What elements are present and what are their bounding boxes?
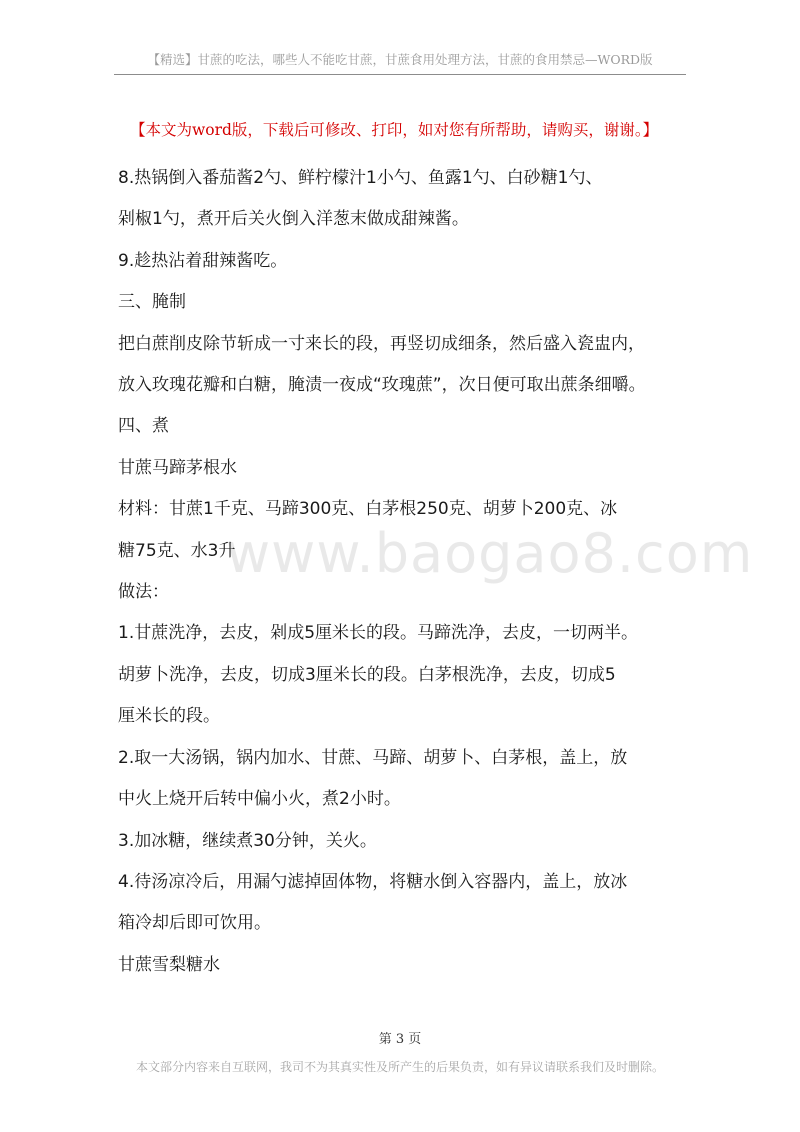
text-line: 4.待汤凉冷后，用漏勺滤掉固体物，将糖水倒入容器内，盖上，放冰 [118,871,628,892]
text-line: 糖75克、水3升 [118,540,236,561]
page-footer: 本文部分内容来自互联网，我司不为其真实性及所产生的后果负责，如有异议请联系我们及时删除。 [135,1060,664,1074]
text-line: 9.趁热沾着甜辣酱吃。 [118,250,288,271]
text-line: 做法： [118,582,169,603]
text-line: 厘米长的段。 [118,706,220,727]
text-line: 把白蔗削皮除节斩成一寸来长的段，再竖切成细条，然后盛入瓷盅内， [118,333,645,354]
watermark: www.baogao8.com [226,522,754,585]
recipe-title: 甘蔗马蹄茅根水 [118,457,237,478]
text-line: 箱冷却后即可饮用。 [118,913,271,934]
text-line: 剁椒1勺，煮开后关火倒入洋葱末做成甜辣酱。 [118,209,469,230]
text-line: 8.热锅倒入番茄酱2勺、鲜柠檬汁1小勺、鱼露1勺、白砂糖1勺、 [118,168,603,188]
text-line: 1.甘蔗洗净，去皮，剁成5厘米长的段。马蹄洗净，去皮，一切两半。 [118,623,639,644]
section-heading: 三、腌制 [118,292,186,313]
text-line: 2.取一大汤锅，锅内加水、甘蔗、马蹄、胡萝卜、白茅根，盖上，放 [118,747,628,768]
page-number: 第 3 页 [378,1032,422,1047]
page-header: 【精选】甘蔗的吃法，哪些人不能吃甘蔗，甘蔗食用处理方法，甘蔗的食用禁忌—WORD版 [147,52,653,67]
text-line: 材料：甘蔗1千克、马蹄300克、白茅根250克、胡萝卜200克、冰 [118,499,618,520]
text-line: 胡萝卜洗净，去皮，切成3厘米长的段。白茅根洗净，去皮，切成5 [118,664,616,685]
recipe-title: 甘蔗雪梨糖水 [118,954,220,975]
header-divider [114,74,686,75]
text-line: 3.加冰糖，继续煮30分钟，关火。 [118,830,377,851]
section-heading: 四、煮 [118,416,169,437]
purchase-notice: 【本文为word版，下载后可修改、打印，如对您有所帮助，请购买，谢谢。】 [130,121,659,139]
text-line: 放入玫瑰花瓣和白糖，腌渍一夜成“玫瑰蔗”，次日便可取出蔗条细嚼。 [118,375,646,396]
text-line: 中火上烧开后转中偏小火，煮2小时。 [118,789,401,810]
